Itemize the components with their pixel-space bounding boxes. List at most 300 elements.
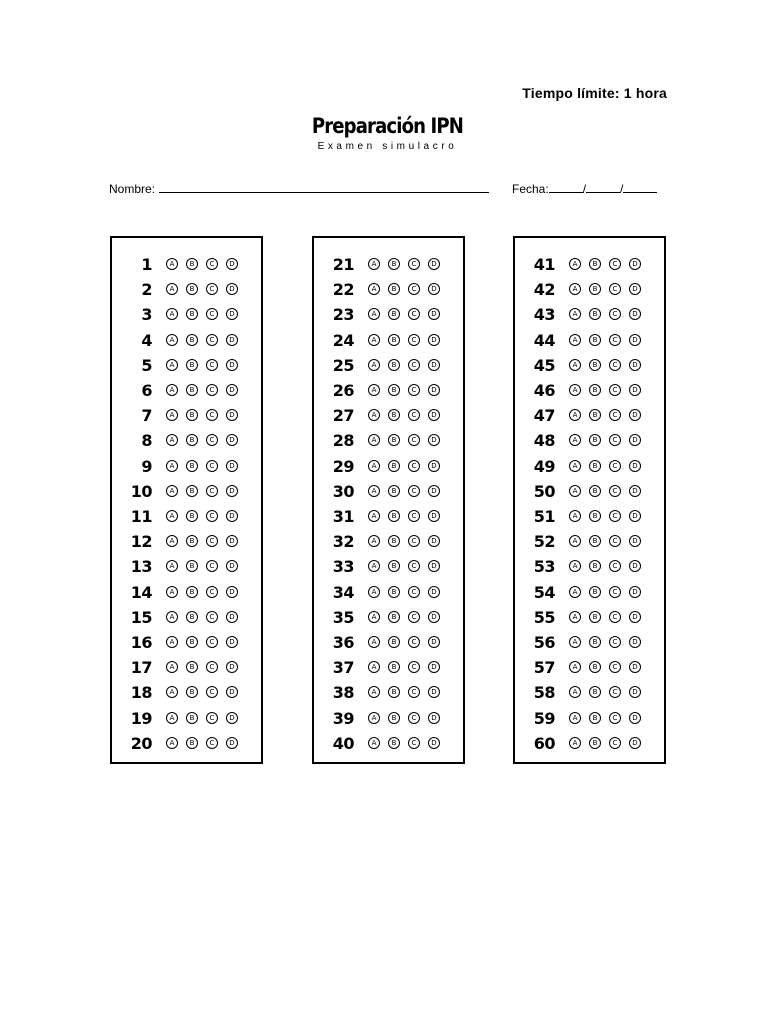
answer-bubble-c[interactable]: C	[206, 384, 218, 396]
answer-bubble-c[interactable]: C	[206, 510, 218, 522]
question-number: 52	[533, 532, 555, 552]
answer-bubble-d[interactable]: D	[428, 460, 440, 472]
answer-bubble-b[interactable]: B	[589, 737, 601, 749]
question-number: 26	[332, 381, 354, 400]
answer-bubble-b[interactable]: B	[388, 636, 400, 648]
answer-bubble-c[interactable]: C	[609, 712, 621, 724]
answer-bubble-a[interactable]: A	[569, 334, 581, 346]
name-row	[109, 180, 489, 196]
answer-bubble-a[interactable]: A	[166, 384, 178, 396]
answer-bubble-a[interactable]: A	[569, 636, 581, 648]
answer-bubble-d[interactable]: D	[428, 485, 440, 497]
answer-bubble-a[interactable]: A	[166, 737, 178, 749]
answer-bubble-c[interactable]: C	[206, 308, 218, 320]
answer-bubble-b[interactable]: B	[589, 460, 601, 472]
answer-bubble-b[interactable]: B	[589, 258, 601, 270]
answer-bubble-c[interactable]: C	[609, 334, 621, 346]
answer-bubble-c[interactable]: C	[206, 434, 218, 446]
question-number: 17	[130, 658, 152, 678]
answer-bubble-d[interactable]: D	[428, 661, 440, 673]
answer-bubble-a[interactable]: A	[166, 460, 178, 472]
answer-bubble-b[interactable]: B	[186, 611, 198, 623]
answer-bubble-d[interactable]: D	[226, 258, 238, 270]
answer-bubble-a[interactable]: A	[569, 283, 581, 295]
answer-bubble-b[interactable]: B	[589, 384, 601, 396]
answer-bubble-d[interactable]: D	[428, 737, 440, 749]
answer-bubble-a[interactable]: A	[368, 560, 380, 572]
answer-bubble-a[interactable]: A	[569, 460, 581, 472]
question-number: 47	[533, 406, 555, 426]
answer-bubble-b[interactable]: B	[388, 686, 400, 698]
answer-bubble-a[interactable]: A	[368, 661, 380, 673]
answer-bubble-c[interactable]: C	[609, 560, 621, 572]
question-row	[515, 328, 664, 353]
answer-bubble-d[interactable]: D	[428, 384, 440, 396]
answer-bubble-b[interactable]: B	[186, 686, 198, 698]
question-number: 28	[332, 431, 354, 451]
date-separator: /	[620, 182, 624, 196]
question-number: 24	[332, 330, 354, 350]
question-number: 57	[533, 658, 555, 678]
answer-bubble-d[interactable]: D	[226, 510, 238, 522]
answer-bubble-b[interactable]: B	[186, 636, 198, 648]
answer-bubble-d[interactable]: D	[226, 283, 238, 295]
question-number: 56	[533, 633, 555, 652]
answer-bubble-c[interactable]: C	[609, 737, 621, 749]
answer-bubble-d[interactable]: D	[428, 560, 440, 572]
answer-bubble-b[interactable]: B	[589, 560, 601, 572]
answer-bubble-a[interactable]: A	[368, 686, 380, 698]
question-number: 12	[130, 532, 152, 552]
answer-bubble-a[interactable]: A	[569, 560, 581, 572]
answer-bubble-d[interactable]: D	[629, 560, 641, 572]
answer-bubble-b[interactable]: B	[589, 611, 601, 623]
answer-bubble-b[interactable]: B	[388, 611, 400, 623]
question-row	[515, 529, 664, 554]
answer-bubble-c[interactable]: C	[609, 636, 621, 648]
answer-bubble-d[interactable]: D	[428, 308, 440, 320]
answer-bubble-b[interactable]: B	[589, 409, 601, 421]
answer-bubble-d[interactable]: D	[629, 409, 641, 421]
answer-bubble-c[interactable]: C	[609, 384, 621, 396]
answer-bubble-d[interactable]: D	[629, 535, 641, 547]
answer-bubble-a[interactable]: A	[368, 283, 380, 295]
answer-bubble-d[interactable]: D	[428, 334, 440, 346]
question-number: 6	[141, 381, 152, 400]
answer-bubble-a[interactable]: A	[368, 409, 380, 421]
answer-bubble-b[interactable]: B	[186, 283, 198, 295]
answer-bubble-a[interactable]: A	[368, 308, 380, 320]
answer-bubble-a[interactable]: A	[166, 636, 178, 648]
date-year-field[interactable]	[623, 180, 657, 193]
name-field[interactable]	[159, 180, 489, 193]
answer-bubble-b[interactable]: B	[388, 510, 400, 522]
answer-bubble-d[interactable]: D	[226, 686, 238, 698]
answer-bubble-c[interactable]: C	[408, 283, 420, 295]
question-row	[112, 302, 261, 327]
answer-bubble-a[interactable]: A	[166, 586, 178, 598]
answer-bubble-c[interactable]: C	[408, 510, 420, 522]
answer-bubble-a[interactable]: A	[166, 359, 178, 371]
answer-bubble-b[interactable]: B	[589, 712, 601, 724]
answer-bubble-c[interactable]: C	[408, 737, 420, 749]
answer-bubble-a[interactable]: A	[368, 535, 380, 547]
answer-bubble-d[interactable]: D	[226, 384, 238, 396]
answer-bubble-c[interactable]: C	[206, 359, 218, 371]
question-row	[515, 554, 664, 579]
answer-bubble-c[interactable]: C	[408, 636, 420, 648]
answer-bubble-c[interactable]: C	[206, 334, 218, 346]
answer-bubble-c[interactable]: C	[408, 258, 420, 270]
question-number: 9	[141, 456, 152, 476]
answer-bubble-a[interactable]: A	[569, 485, 581, 497]
answer-bubble-c[interactable]: C	[408, 560, 420, 572]
answer-bubble-b[interactable]: B	[388, 409, 400, 421]
question-row	[112, 328, 261, 353]
answer-bubble-a[interactable]: A	[569, 434, 581, 446]
answer-bubble-c[interactable]: C	[609, 586, 621, 598]
question-number: 29	[332, 456, 354, 476]
answer-bubble-c[interactable]: C	[408, 359, 420, 371]
answer-bubble-c[interactable]: C	[609, 258, 621, 270]
answer-bubble-c[interactable]: C	[206, 661, 218, 673]
answer-bubble-c[interactable]: C	[609, 535, 621, 547]
question-number: 51	[533, 507, 555, 526]
answer-bubble-d[interactable]: D	[428, 510, 440, 522]
answer-bubble-b[interactable]: B	[186, 258, 198, 270]
answer-bubble-a[interactable]: A	[368, 636, 380, 648]
answer-bubble-a[interactable]: A	[569, 308, 581, 320]
answer-bubble-d[interactable]: D	[629, 636, 641, 648]
answer-bubble-a[interactable]: A	[569, 510, 581, 522]
answer-bubble-a[interactable]: A	[166, 409, 178, 421]
answer-bubble-a[interactable]: A	[368, 359, 380, 371]
answer-bubble-a[interactable]: A	[368, 460, 380, 472]
answer-bubble-d[interactable]: D	[226, 535, 238, 547]
answer-bubble-b[interactable]: B	[186, 510, 198, 522]
answer-bubble-b[interactable]: B	[589, 686, 601, 698]
answer-bubble-a[interactable]: A	[368, 334, 380, 346]
question-number: 55	[533, 607, 555, 627]
answer-bubble-c[interactable]: C	[408, 535, 420, 547]
answer-bubble-b[interactable]: B	[388, 359, 400, 371]
answer-bubble-d[interactable]: D	[428, 636, 440, 648]
answer-bubble-c[interactable]: C	[206, 686, 218, 698]
answer-bubble-d[interactable]: D	[629, 485, 641, 497]
answer-bubble-b[interactable]: B	[388, 661, 400, 673]
answer-bubble-b[interactable]: B	[186, 308, 198, 320]
answer-bubble-c[interactable]: C	[206, 611, 218, 623]
answer-bubble-c[interactable]: C	[408, 409, 420, 421]
answer-bubble-a[interactable]: A	[368, 611, 380, 623]
answer-bubble-b[interactable]: B	[186, 485, 198, 497]
answer-bubble-d[interactable]: D	[428, 535, 440, 547]
answer-bubble-c[interactable]: C	[206, 460, 218, 472]
answer-bubble-d[interactable]: D	[226, 661, 238, 673]
answer-bubble-c[interactable]: C	[609, 409, 621, 421]
question-number: 31	[332, 507, 354, 526]
question-number: 43	[533, 305, 555, 325]
answer-bubble-b[interactable]: B	[186, 535, 198, 547]
answer-bubble-c[interactable]: C	[408, 485, 420, 497]
answer-bubble-d[interactable]: D	[629, 586, 641, 598]
question-row	[515, 454, 664, 479]
answer-bubble-a[interactable]: A	[368, 510, 380, 522]
answer-bubble-d[interactable]: D	[226, 712, 238, 724]
answer-bubble-d[interactable]: D	[428, 586, 440, 598]
answer-bubble-d[interactable]: D	[226, 737, 238, 749]
answer-bubble-d[interactable]: D	[226, 460, 238, 472]
question-number: 53	[533, 557, 555, 577]
answer-bubble-b[interactable]: B	[589, 283, 601, 295]
question-row	[112, 554, 261, 579]
answer-bubble-d[interactable]: D	[226, 334, 238, 346]
answer-bubble-d[interactable]: D	[629, 686, 641, 698]
answer-bubble-a[interactable]: A	[166, 712, 178, 724]
answer-bubble-d[interactable]: D	[629, 334, 641, 346]
question-row	[314, 504, 463, 529]
answer-bubble-c[interactable]: C	[206, 283, 218, 295]
answer-bubble-b[interactable]: B	[388, 283, 400, 295]
answer-bubble-c[interactable]: C	[609, 359, 621, 371]
question-number: 27	[332, 406, 354, 426]
answer-bubble-b[interactable]: B	[186, 460, 198, 472]
answer-bubble-d[interactable]: D	[629, 611, 641, 623]
date-month-field[interactable]	[586, 180, 620, 193]
question-row	[112, 655, 261, 680]
answer-bubble-c[interactable]: C	[609, 686, 621, 698]
answer-bubble-a[interactable]: A	[166, 334, 178, 346]
answer-bubble-a[interactable]: A	[166, 535, 178, 547]
answer-bubble-c[interactable]: C	[408, 611, 420, 623]
question-number: 59	[533, 708, 555, 728]
answer-bubble-b[interactable]: B	[589, 535, 601, 547]
answer-bubble-c[interactable]: C	[609, 460, 621, 472]
answer-bubble-b[interactable]: B	[388, 334, 400, 346]
answer-bubble-b[interactable]: B	[388, 560, 400, 572]
answer-bubble-a[interactable]: A	[166, 560, 178, 572]
answer-bubble-b[interactable]: B	[186, 409, 198, 421]
answer-bubble-d[interactable]: D	[629, 661, 641, 673]
answer-bubble-d[interactable]: D	[428, 434, 440, 446]
question-number: 8	[141, 431, 152, 451]
question-row	[112, 428, 261, 453]
answer-bubble-b[interactable]: B	[388, 737, 400, 749]
answer-bubble-a[interactable]: A	[166, 434, 178, 446]
answer-bubble-c[interactable]: C	[408, 586, 420, 598]
question-row	[314, 655, 463, 680]
answer-bubble-b[interactable]: B	[388, 308, 400, 320]
question-number: 5	[141, 355, 152, 375]
answer-bubble-c[interactable]: C	[609, 661, 621, 673]
answer-bubble-d[interactable]: D	[428, 359, 440, 371]
answer-bubble-d[interactable]: D	[428, 283, 440, 295]
answer-bubble-b[interactable]: B	[186, 737, 198, 749]
answer-bubble-d[interactable]: D	[226, 560, 238, 572]
answer-bubble-a[interactable]: A	[166, 661, 178, 673]
question-row	[314, 554, 463, 579]
answer-bubble-a[interactable]: A	[368, 586, 380, 598]
question-row	[314, 328, 463, 353]
answer-bubble-a[interactable]: A	[368, 384, 380, 396]
answer-bubble-a[interactable]: A	[166, 308, 178, 320]
answer-column-1	[110, 236, 263, 764]
answer-bubble-a[interactable]: A	[166, 686, 178, 698]
question-number: 30	[332, 481, 354, 501]
date-row	[512, 180, 657, 196]
answer-bubble-c[interactable]: C	[206, 586, 218, 598]
answer-bubble-d[interactable]: D	[226, 359, 238, 371]
answer-bubble-d[interactable]: D	[629, 737, 641, 749]
answer-bubble-d[interactable]: D	[226, 586, 238, 598]
answer-bubble-d[interactable]: D	[629, 384, 641, 396]
answer-bubble-b[interactable]: B	[186, 384, 198, 396]
answer-bubble-a[interactable]: A	[368, 258, 380, 270]
question-number: 23	[332, 305, 354, 325]
answer-bubble-a[interactable]: A	[166, 510, 178, 522]
answer-bubble-b[interactable]: B	[186, 661, 198, 673]
answer-bubble-b[interactable]: B	[388, 712, 400, 724]
answer-bubble-c[interactable]: C	[408, 460, 420, 472]
answer-bubble-d[interactable]: D	[629, 712, 641, 724]
answer-bubble-a[interactable]: A	[569, 409, 581, 421]
answer-bubble-d[interactable]: D	[226, 308, 238, 320]
answer-bubble-b[interactable]: B	[186, 712, 198, 724]
answer-bubble-d[interactable]: D	[428, 712, 440, 724]
answer-bubble-a[interactable]: A	[569, 686, 581, 698]
answer-bubble-c[interactable]: C	[609, 283, 621, 295]
date-separator: /	[582, 182, 587, 196]
answer-bubble-b[interactable]: B	[388, 586, 400, 598]
answer-bubble-b[interactable]: B	[388, 460, 400, 472]
answer-bubble-b[interactable]: B	[388, 434, 400, 446]
date-day-field[interactable]	[549, 180, 583, 193]
question-row	[112, 252, 261, 277]
answer-bubble-c[interactable]: C	[206, 712, 218, 724]
question-row	[314, 302, 463, 327]
answer-bubble-d[interactable]: D	[629, 510, 641, 522]
answer-bubble-a[interactable]: A	[569, 661, 581, 673]
answer-bubble-c[interactable]: C	[408, 334, 420, 346]
answer-bubble-c[interactable]: C	[609, 510, 621, 522]
answer-bubble-a[interactable]: A	[166, 258, 178, 270]
question-row	[112, 277, 261, 302]
answer-bubble-d[interactable]: D	[226, 611, 238, 623]
answer-bubble-d[interactable]: D	[428, 686, 440, 698]
question-row	[515, 731, 664, 756]
answer-bubble-c[interactable]: C	[408, 661, 420, 673]
question-number: 2	[141, 280, 152, 300]
answer-bubble-a[interactable]: A	[569, 611, 581, 623]
answer-bubble-c[interactable]: C	[609, 434, 621, 446]
answer-bubble-b[interactable]: B	[186, 434, 198, 446]
answer-bubble-b[interactable]: B	[589, 359, 601, 371]
question-row	[314, 454, 463, 479]
answer-bubble-c[interactable]: C	[609, 308, 621, 320]
answer-bubble-a[interactable]: A	[569, 359, 581, 371]
answer-bubble-a[interactable]: A	[368, 434, 380, 446]
answer-bubble-b[interactable]: B	[589, 636, 601, 648]
answer-bubble-a[interactable]: A	[569, 258, 581, 270]
answer-bubble-c[interactable]: C	[206, 409, 218, 421]
answer-bubble-d[interactable]: D	[428, 611, 440, 623]
answer-bubble-a[interactable]: A	[569, 384, 581, 396]
answer-bubble-a[interactable]: A	[569, 586, 581, 598]
answer-bubble-c[interactable]: C	[206, 258, 218, 270]
answer-column-2	[312, 236, 465, 764]
answer-bubble-b[interactable]: B	[186, 586, 198, 598]
answer-bubble-b[interactable]: B	[186, 359, 198, 371]
answer-bubble-b[interactable]: B	[589, 434, 601, 446]
question-row	[112, 605, 261, 630]
answer-bubble-c[interactable]: C	[206, 737, 218, 749]
answer-bubble-b[interactable]: B	[589, 334, 601, 346]
answer-bubble-d[interactable]: D	[428, 409, 440, 421]
answer-bubble-b[interactable]: B	[589, 586, 601, 598]
answer-bubble-d[interactable]: D	[428, 258, 440, 270]
question-number: 33	[332, 557, 354, 577]
answer-bubble-d[interactable]: D	[629, 308, 641, 320]
answer-bubble-d[interactable]: D	[629, 258, 641, 270]
question-row	[112, 454, 261, 479]
question-row	[515, 680, 664, 705]
answer-bubble-b[interactable]: B	[589, 661, 601, 673]
question-number: 15	[130, 607, 152, 627]
answer-bubble-d[interactable]: D	[226, 409, 238, 421]
answer-bubble-a[interactable]: A	[166, 485, 178, 497]
answer-bubble-a[interactable]: A	[368, 737, 380, 749]
answer-bubble-c[interactable]: C	[609, 611, 621, 623]
answer-bubble-d[interactable]: D	[226, 485, 238, 497]
answer-bubble-c[interactable]: C	[206, 485, 218, 497]
answer-bubble-a[interactable]: A	[569, 712, 581, 724]
answer-bubble-b[interactable]: B	[388, 384, 400, 396]
answer-bubble-b[interactable]: B	[186, 334, 198, 346]
question-number: 50	[533, 481, 555, 501]
answer-bubble-d[interactable]: D	[226, 434, 238, 446]
answer-bubble-d[interactable]: D	[629, 434, 641, 446]
answer-bubble-b[interactable]: B	[589, 308, 601, 320]
answer-bubble-d[interactable]: D	[629, 359, 641, 371]
answer-bubble-c[interactable]: C	[206, 535, 218, 547]
answer-bubble-c[interactable]: C	[609, 485, 621, 497]
answer-bubble-d[interactable]: D	[226, 636, 238, 648]
answer-bubble-d[interactable]: D	[629, 283, 641, 295]
answer-bubble-c[interactable]: C	[206, 560, 218, 572]
answer-bubble-c[interactable]: C	[408, 686, 420, 698]
answer-bubble-b[interactable]: B	[186, 560, 198, 572]
answer-bubble-b[interactable]: B	[589, 510, 601, 522]
answer-bubble-c[interactable]: C	[408, 712, 420, 724]
answer-bubble-a[interactable]: A	[166, 611, 178, 623]
answer-bubble-a[interactable]: A	[166, 283, 178, 295]
answer-bubble-c[interactable]: C	[408, 434, 420, 446]
answer-bubble-b[interactable]: B	[388, 485, 400, 497]
answer-bubble-b[interactable]: B	[589, 485, 601, 497]
answer-bubble-c[interactable]: C	[408, 384, 420, 396]
answer-bubble-a[interactable]: A	[569, 737, 581, 749]
answer-bubble-b[interactable]: B	[388, 535, 400, 547]
answer-bubble-c[interactable]: C	[206, 636, 218, 648]
answer-bubble-a[interactable]: A	[569, 535, 581, 547]
answer-bubble-a[interactable]: A	[368, 485, 380, 497]
answer-bubble-c[interactable]: C	[408, 308, 420, 320]
question-row	[112, 580, 261, 605]
answer-bubble-b[interactable]: B	[388, 258, 400, 270]
answer-bubble-a[interactable]: A	[368, 712, 380, 724]
answer-bubble-d[interactable]: D	[629, 460, 641, 472]
question-number: 10	[130, 481, 152, 501]
